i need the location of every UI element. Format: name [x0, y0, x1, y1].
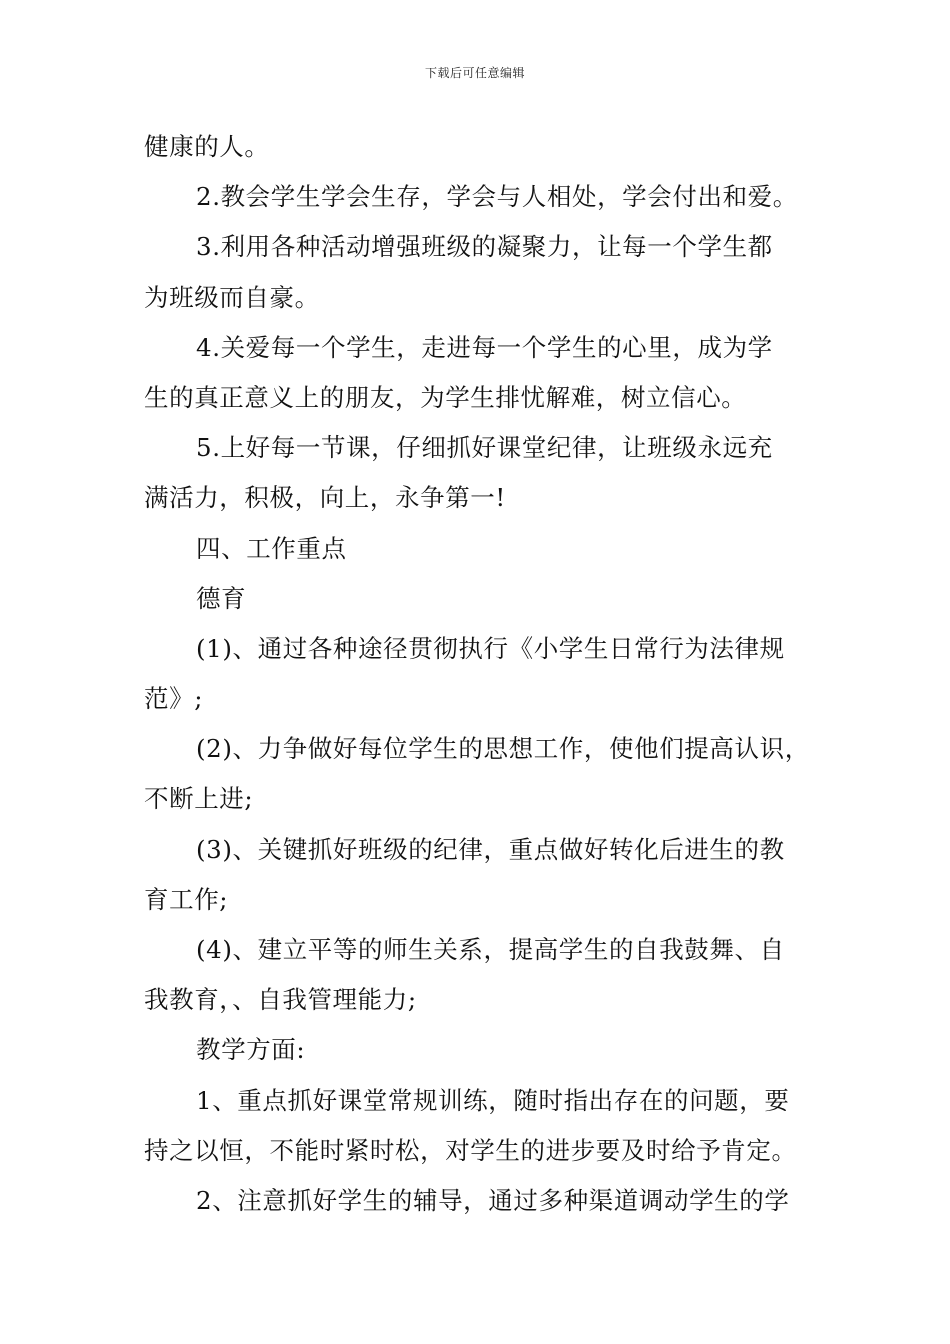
text-line: (2)、力争做好每位学生的思想工作，使他们提高认识，: [196, 734, 810, 764]
text-line: 为班级而自豪。: [144, 282, 320, 312]
text-line: (4)、建立平等的师生关系，提高学生的自我鼓舞、自: [196, 935, 785, 964]
text-line: 3.利用各种活动增强班级的凝聚力，让每一个学生都: [196, 232, 773, 262]
text-line: 生的真正意义上的朋友，为学生排忧解难，树立信心。: [144, 382, 747, 412]
text-line: 2.教会学生学会生存，学会与人相处，学会付出和爱。: [196, 182, 798, 212]
text-line: 范》;: [144, 684, 204, 714]
text-line: (3)、关键抓好班级的纪律，重点做好转化后进生的教: [196, 834, 785, 864]
subsection-heading: 教学方面:: [196, 1035, 306, 1065]
document-body: [144, 122, 834, 1226]
text-line: 持之以恒，不能时紧时松，对学生的进步要及时给予肯定。: [144, 1135, 797, 1165]
text-line: 满活力，积极，向上，永争第一!: [144, 483, 506, 513]
text-line: 4.关爱每一个学生，走进每一个学生的心里，成为学: [196, 332, 773, 362]
page-header: 下载后可任意编辑: [424, 66, 525, 80]
text-line: 我教育，、自我管理能力;: [144, 985, 417, 1015]
section-heading: 四、工作重点: [196, 533, 347, 563]
text-line: 育工作;: [144, 884, 229, 914]
text-line: 健康的人。: [144, 132, 270, 161]
subsection-heading: 德育: [196, 583, 247, 613]
text-line: 2、注意抓好学生的辅导，通过多种渠道调动学生的学: [196, 1185, 790, 1215]
text-line: 不断上进;: [144, 784, 254, 814]
text-line: 5.上好每一节课，仔细抓好课堂纪律，让班级永远充: [196, 433, 773, 463]
text-line: (1)、通过各种途径贯彻执行《小学生日常行为法律规: [196, 633, 785, 663]
text-line: 1、重点抓好课堂常规训练，随时指出存在的问题，要: [196, 1085, 790, 1115]
